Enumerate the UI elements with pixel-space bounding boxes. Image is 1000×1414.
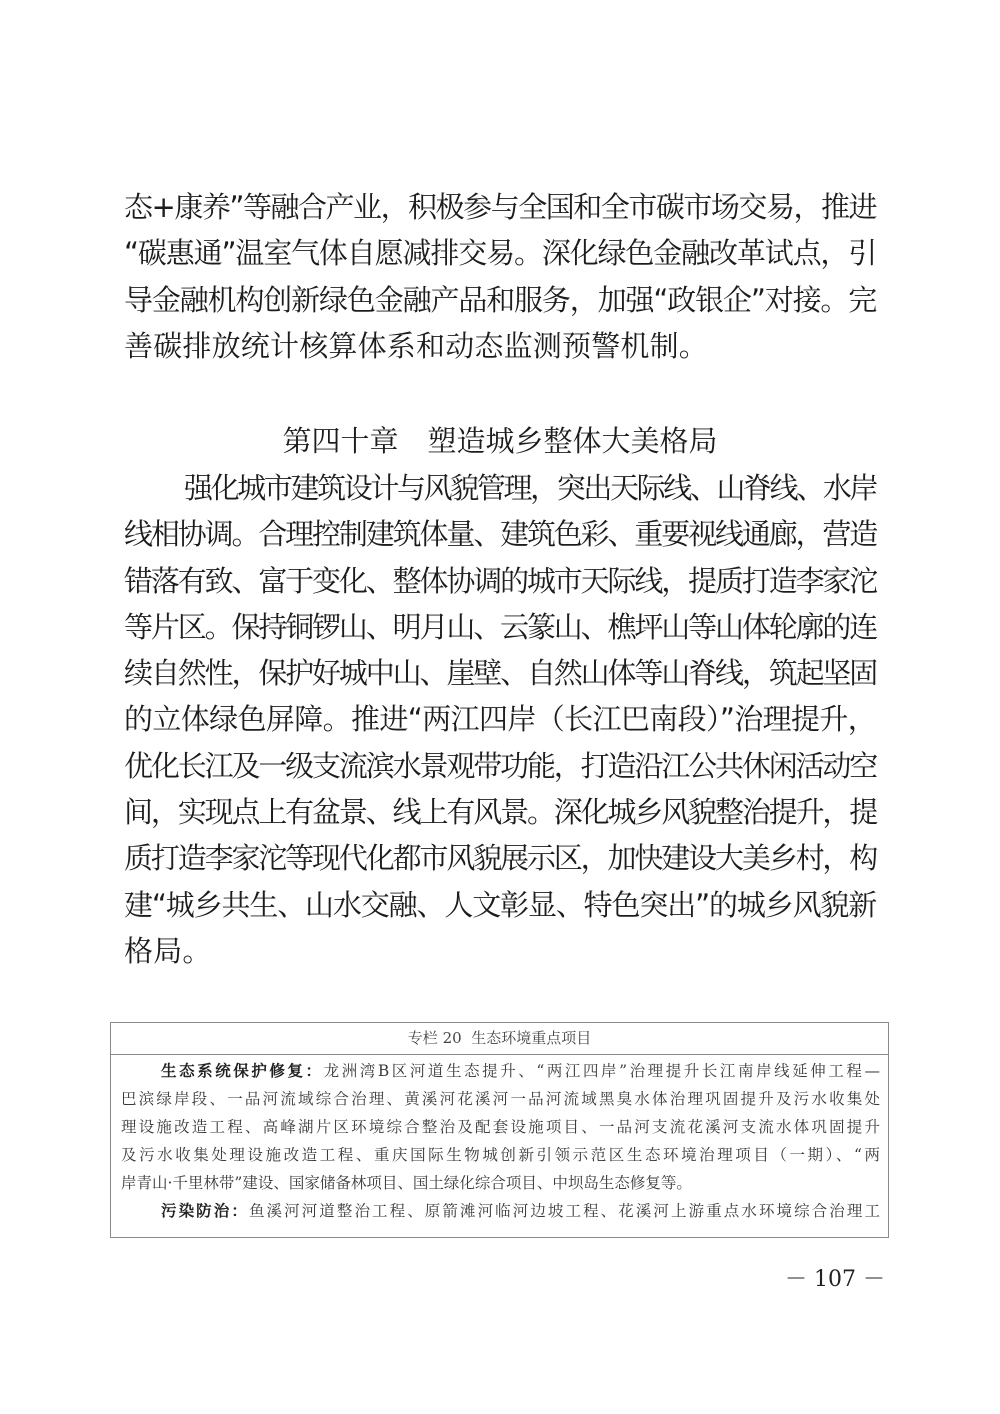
box-line-text: 鱼溪河河道整治工程、原箭滩河临河边坡工程、花溪河上游重点水环境综合治理工 [248,1202,880,1220]
page-number: － 107 － [785,1267,885,1292]
paragraph-line: 的立体绿色屏障。推进“两江四岸（长江巴南段）”治理提升， [124,702,876,737]
paragraph-line: 质打造李家沱等现代化都市风貌展示区，加快建设大美乡村，构 [124,841,876,876]
paragraph-line: 建“城乡共生、山水交融、人文彰显、特色突出”的城乡风貌新 [124,887,876,922]
chapter-title: 第四十章 塑造城乡整体大美格局 [282,424,718,458]
box-line [121,1197,880,1225]
box-line: 岸青山·千里林带”建设、国家储备林项目、国土绿化综合项目、中坝岛生态修复等。 [121,1174,692,1192]
paragraph-line: 格局。 [124,933,212,968]
paragraph-line: 等片区。保持铜锣山、明月山、云篆山、樵坪山等山体轮廓的连 [124,609,876,644]
box-line: 巴滨绿岸段、一品河流域综合治理、黄溪河花溪河一品河流域黑臭水体治理巩固提升及污水收集处 [121,1090,880,1108]
paragraph-line: 错落有致、富于变化、整体协调的城市天际线，提质打造李家沱 [124,563,876,598]
feature-box-body [111,1055,888,1225]
paragraph-carbon-market [124,184,876,369]
paragraph-line: 导金融机构创新绿色金融产品和服务，加强“政银企”对接。完 [124,282,876,317]
paragraph-line: 续自然性，保护好城中山、崖壁、自然山体等山脊线，筑起坚固 [124,656,876,691]
feature-box-eco-projects [110,1022,889,1238]
paragraph-line: 线相协调。合理控制建筑体量、建筑色彩、重要视线通廊，营造 [124,517,876,552]
paragraph-line: 善碳排放统计核算体系和动态监测预警机制。 [124,328,709,363]
section-label-pollution-control: 污染防治： [161,1201,249,1220]
paragraph-line: 强化城市建筑设计与风貌管理，突出天际线、山脊线、水岸 [184,471,876,505]
box-line: 及污水收集处理设施改造工程、重庆国际生物城创新引领示范区生态环境治理项目（一期）、“两 [121,1146,880,1164]
paragraph-line: 间，实现点上有盆景、线上有风景。深化城乡风貌整治提升，提 [124,795,876,830]
paragraph-urban-rural-landscape [124,465,876,974]
paragraph-line: “碳惠通”温室气体自愿减排交易。深化绿色金融改革试点，引 [124,236,876,271]
feature-box-title: 专栏 20 生态环境重点项目 [111,1023,888,1055]
section-label-ecosystem-protection: 生态系统保护修复： [161,1061,324,1080]
paragraph-line: 优化长江及一级支流滨水景观带功能，打造沿江公共休闲活动空 [124,748,876,783]
box-line: 理设施改造工程、高峰湖片区环境综合整治及配套设施项目、一品河支流花溪河支流水体巩固提升 [121,1118,880,1136]
paragraph-line: 态+康养”等融合产业，积极参与全国和全市碳市场交易，推进 [124,190,876,224]
box-line [121,1057,880,1085]
box-line-text: 龙洲湾B区河道生态提升、“两江四岸”治理提升长江南岸线延伸工程— [323,1062,880,1080]
